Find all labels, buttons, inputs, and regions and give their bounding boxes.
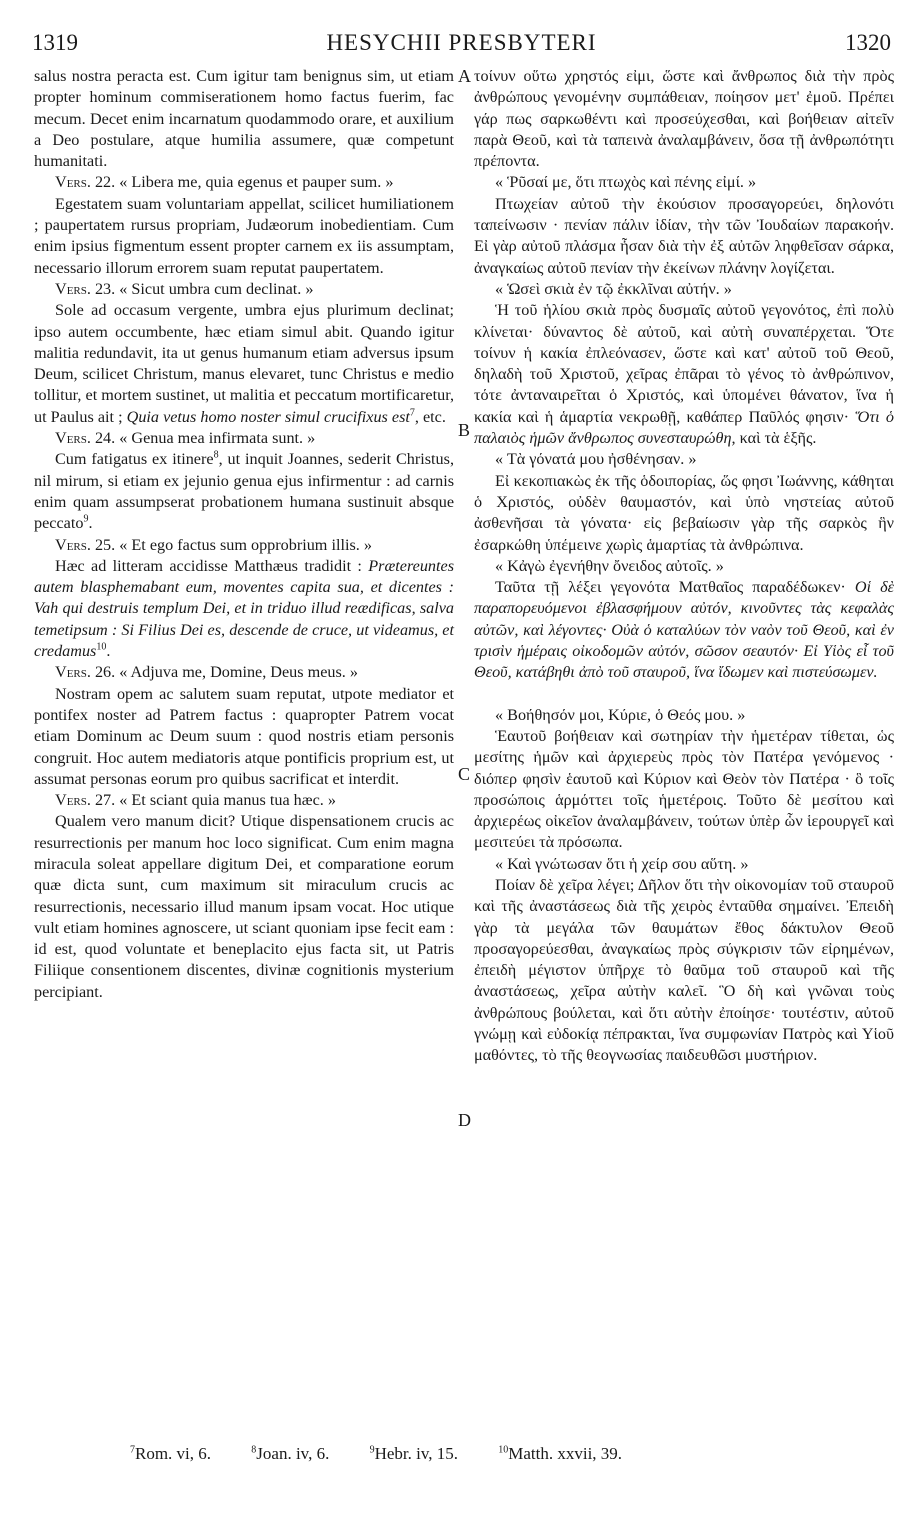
greek-paragraph: Πτωχείαν αὐτοῦ τὴν ἑκούσιον προσαγορεύει, δηλονότι ταπείνωσιν · πενίαν πάλιν ἰδίαν, τὴν τῶν Ἰουδαίων παρακοήν. Εἰ γὰρ αὐτοῦ πλάσμα ἦσαν διὰ τὴν ἐξ αὐτῶν ληφθεῖσαν σάρκα, ἀναγκαίως αὐτοῦ πενίαν τὴν ἐκείνων πλάνην λογίζεται. — [474, 194, 894, 277]
verse-text: « Genua mea infirmata sunt. » — [119, 429, 316, 448]
footnote: $^7$Rom. vi, 6. — [130, 1444, 212, 1463]
page-header — [32, 30, 891, 64]
page-number-right: 1320 — [845, 30, 891, 55]
verse-heading — [34, 662, 454, 683]
greek-paragraph: Ἡ τοῦ ἡλίου σκιὰ πρὸς δυσμαῖς αὐτοῦ γεγονότος, ἐπὶ πολὺ κλίνεται· δύναντος δὲ αὐτοῦ, καὶ αὐτὴ συναπέρχεται. Ὅτε τοίνυν ἡ κακία ἐπλεόνασεν, ὥστε καὶ κατ' αὐτοῦ τοῦ Θεοῦ, δηλαδὴ τοῦ Χριστοῦ, χεῖρας ἐπᾶραι τὸ γένος τὸ ἀνθρώπινον, τότε ἀνταναιρεῖται ὁ Χριστός, καὶ ὑπομένει θάνατον, ἵνα ἡ κακία καὶ ἡ ἁμαρτία νεκρωθῇ, καθάπερ Παῦλός φησιν· Ὅτι ὁ παλαιὸς ἡμῶν ἄνθρωπος συνεσταυρώθη, καὶ τὰ ἑξῆς. — [474, 301, 895, 448]
verse-heading: « Κἀγὼ ἐγενήθην ὄνειδος αὐτοῖς. » — [495, 556, 724, 575]
verse-label: Vers. 24. — [55, 429, 116, 448]
latin-column — [34, 66, 454, 1003]
verse-label: Vers. 26. — [55, 663, 116, 682]
greek-paragraph: Ἑαυτοῦ βοήθειαν καὶ σωτηρίαν τὴν ἡμετέραν τίθεται, ὡς μεσίτης ἡμῶν καὶ ἀρχιερεὺς πρὸς τὸν Πατέρα γενόμενος · διόπερ φησὶν ἑαυτοῦ καὶ Κύριον καὶ Θεὸν τὸν Πατέρα · ὃ τοῖς προσώποις ἁρμόττει τοῖς ἡμετέροις. Τοῦτο δὲ μεσίτου καὶ ἀρχιερέως οἰκεῖον ἀναλαμβάνειν, τούτων ὑπὲρ ὧν ἱερουργεῖ καὶ μεσιτεύει τὰ πρόσωπα. — [474, 726, 894, 852]
scripture-quote: Οἱ δὲ παραπορευόμενοι ἐβλασφήμουν αὐτόν, κινοῦντες τὰς κεφαλὰς αὐτῶν, καὶ λέγοντες· Οὐὰ ὁ καταλύων τὸν ναὸν τοῦ Θεοῦ, καὶ ἐν τρισὶν ἡμέραις οἰκοδομῶν αὐτόν, σῶσον σεαυτόν· Εἰ Υἱὸς εἶ τοῦ Θεοῦ, κατάβηθι ἀπὸ τοῦ σταυροῦ, ἵνα ἴδωμεν καὶ πιστεύσωμεν. — [474, 578, 895, 682]
verse-text: « Et ego factus sum opprobrium illis. » — [119, 535, 372, 554]
verse-heading: « Καὶ γνώτωσαν ὅτι ἡ χείρ σου αὕτη. » — [495, 854, 749, 873]
margin-marker-c: C — [458, 764, 471, 784]
verse-heading — [34, 535, 454, 556]
verse-heading — [34, 428, 454, 449]
footnote: $^9$Hebr. iv, 15. — [369, 1444, 458, 1463]
verse-heading — [34, 172, 454, 193]
verse-text: « Et sciant quia manus tua hæc. » — [119, 791, 336, 810]
latin-paragraph: Sole ad occasum vergente, umbra ejus plurimum declinat; ipso autem occumbente, hæc etiam simul abit. Quando igitur malitia redundavit, ita ut genus humanum etiam adversus ipsum Deum, scilicet Christum, manus elevaret, tunc Christus e medio tollitur, et mortem sustinet, ut malitia et peccatum mortificaretur, ut Paulus ait ; Quia vetus homo noster simul crucifixus est$^7$, etc. — [34, 301, 454, 426]
latin-paragraph: salus nostra peracta est. Cum igitur tam benignus sim, ut etiam propter hominum commiserationem homo factus fuerim, fac mecum. Decet enim incarnatum quodammodo orare, et auxilium a Deo postulare, atque humilia assumere, quæ competunt humanitati. — [34, 67, 454, 171]
verse-heading: « Τὰ γόνατά μου ἠσθένησαν. » — [495, 450, 697, 469]
footnotes — [130, 1444, 658, 1464]
scripture-quote: Quia vetus homo noster simul crucifixus est — [126, 407, 410, 426]
verse-heading — [34, 790, 454, 811]
greek-paragraph: Εἰ κεκοπιακὼς ἐκ τῆς ὁδοιπορίας, ὥς φησι Ἰωάννης, κάθηται ὁ Χριστός, οὐδὲν θαυμαστόν, καὶ ὑπὸ νηστείας αὐτοῦ ἀσθενῆσαι τὰ γόνατα· εἰς βεβαίωσιν γὰρ τῆς σαρκὸς ἣν ἐσαρκώθη ὑπέμεινε χωρὶς ἁμαρτίας τὰ ἀνθρώπινα. — [474, 471, 894, 554]
greek-paragraph: Ποίαν δὲ χεῖρα λέγει; Δῆλον ὅτι τὴν οἰκονομίαν τοῦ σταυροῦ καὶ τῆς ἀναστάσεως διὰ τῆς χειρὸς ἐνταῦθα σημαίνει. Ἐπειδὴ γὰρ τὰ μεγάλα τῶν θαυμάτων ἔθος δάκτυλον Θεοῦ προσαγορεύεσθαι, ἀναγκαίως πρὸς σύγκρισιν τῶν εἰρημένων, ἐπειδὴ μέγιστον ὑπῆρχε τὸ θαῦμα τοῦ σταυροῦ καὶ τῆς ἀναστάσεως, χεῖρα αὐτὴν καλεῖ. Ὃ δὴ καὶ γνῶναι τοὺς ἀνθρώπους βούλεται, καὶ ὅτι αὐτὴν ἐποίησε· τουτέστιν, αὐτοῦ γνώμῃ καὶ εὐδοκίᾳ πέπρακται, ἵνα συμφωνίαν Πατρὸς καὶ Υἱοῦ μαθόντες, τὸ τῆς θεογνωσίας παιδευθῶσι μυστήριον. — [474, 875, 894, 1065]
verse-heading — [34, 279, 454, 300]
verse-label: Vers. 27. — [55, 791, 116, 810]
verse-label: Vers. 22. — [55, 173, 116, 192]
verse-text: « Adjuva me, Domine, Deus meus. » — [119, 663, 358, 682]
verse-label: Vers. 25. — [55, 535, 116, 554]
latin-paragraph: Egestatem suam voluntariam appellat, scilicet humiliationem ; paupertatem rursus propriam, Judæorum inobedientiam. Cum enim ipsius figmentum essent propter carnem ex iis assumptam, necessario illorum errorem suam reputat paupertatem. — [34, 194, 454, 277]
verse-heading: « Βοήθησόν μοι, Κύριε, ὁ Θεός μου. » — [495, 705, 746, 724]
greek-column — [474, 66, 894, 1067]
latin-paragraph: Qualem vero manum dicit? Utique dispensationem crucis ac resurrectionis per manum hoc loco significat. Cum enim magna miracula soleat appellare digitum Dei, et comparatione eorum quæ dicta sunt, cum maximum sit miraculum crucis ac resurrectionis, necessario illud manum ipsam vocat. Hoc utique vult etiam homines agnoscere, ut sciant quoniam ipse fecit eam : id est, quod voluntate et beneplacito ejus facta sit, ut Patris Filiique consentionem discentes, divinæ cognitionis mysterium percipiant. — [34, 812, 454, 1001]
margin-marker-a: A — [458, 66, 471, 86]
footnote: $^{10}$Matth. xxvii, 39. — [498, 1444, 623, 1463]
verse-label: Vers. 23. — [55, 279, 116, 298]
footnote-ref: 9 — [83, 513, 89, 525]
latin-paragraph: Cum fatigatus ex itinere$^8$, ut inquit Joannes, sederit Christus, nil mirum, si etiam ex jejunio genua ejus infirmentur : ad carnis enim quam assumpserat probationem humana sustinuit absque peccato$^9$. — [34, 449, 454, 533]
footnote-ref: 8 — [213, 449, 219, 461]
scripture-quote: Prætereuntes autem blasphemabant eum, moventes capita sua, et dicentes : Vah qui destruis templum Dei, et in triduo illud reædificas, salva temetipsum : Si Filius Dei es, descende de cruce, ut videamus, et credamus — [34, 556, 455, 661]
verse-heading: « Ῥῦσαί με, ὅτι πτωχὸς καὶ πένης εἰμί. » — [495, 173, 757, 192]
greek-paragraph: τοίνυν οὕτω χρηστός εἰμι, ὥστε καὶ ἄνθρωπος διὰ τὴν πρὸς ἀνθρώπους γενομένην συμπάθειαν, ποίησον μετ' ἐμοῦ. Πρέπει γάρ πως σαρκωθέντι καὶ προσεύχεσθαι, καὶ βοήθειαν αἰτεῖν παρὰ Θεοῦ, καὶ τὰ ταπεινὰ ἀναλαμβάνειν, ὅσα τῇ ἀνθρωπότητι πρέποντα. — [474, 67, 894, 171]
scripture-quote: Ὅτι ὁ παλαιὸς ἡμῶν ἄνθρωπος συνεσταυρώθη, — [474, 407, 895, 448]
greek-paragraph: Ταῦτα τῇ λέξει γεγονότα Ματθαῖος παραδέδωκεν· Οἱ δὲ παραπορευόμενοι ἐβλασφήμουν αὐτόν, κινοῦντες τὰς κεφαλὰς αὐτῶν, καὶ λέγοντες· Οὐὰ ὁ καταλύων τὸν ναὸν τοῦ Θεοῦ, καὶ ἐν τρισὶν ἡμέραις οἰκοδομῶν αὐτόν, σῶσον σεαυτόν· Εἰ Υἱὸς εἶ τοῦ Θεοῦ, κατάβηθι ἀπὸ τοῦ σταυροῦ, ἵνα ἴδωμεν καὶ πιστεύσωμεν. — [474, 578, 895, 682]
footnote-ref: 7 — [409, 407, 415, 419]
footnote: $^8$Joan. iv, 6. — [251, 1444, 330, 1463]
verse-text: « Sicut umbra cum declinat. » — [119, 279, 314, 298]
page-number-left: 1319 — [32, 30, 78, 55]
verse-text: « Libera me, quia egenus et pauper sum. » — [119, 173, 394, 192]
latin-paragraph: Hæc ad litteram accidisse Matthæus tradidit : Prætereuntes autem blasphemabant eum, moventes capita sua, et dicentes : Vah qui destruis templum Dei, et in triduo illud reædificas, salva temetipsum : Si Filius Dei es, descende de cruce, ut videamus, et credamus$^{10}$. — [34, 556, 455, 661]
margin-marker-b: B — [458, 420, 471, 440]
running-title: HESYCHII PRESBYTERI — [326, 30, 597, 55]
verse-heading: « Ὡσεὶ σκιὰ ἐν τῷ ἐκκλῖναι αὐτήν. » — [495, 279, 732, 298]
footnote-ref: 10 — [96, 641, 107, 653]
latin-paragraph: Nostram opem ac salutem suam reputat, utpote mediator et pontifex noster ad Patrem factus : quapropter Patrem vocat etiam Dominum ac Deum suum : quod nostris etiam personis congruit. Hoc autem mediatoris atque pontificis proprium est, ut assumat personas eorum pro quibus sacrificat et interdit. — [34, 684, 454, 788]
margin-marker-d: D — [458, 1110, 471, 1130]
